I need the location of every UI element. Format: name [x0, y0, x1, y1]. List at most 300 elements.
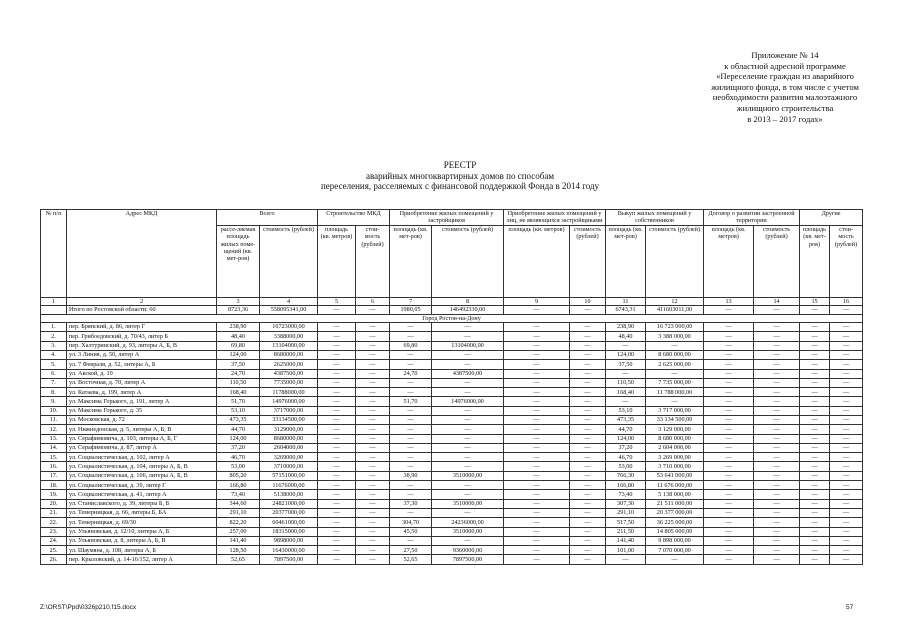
table-row	[41, 360, 863, 369]
value-cell: 11676000,00	[260, 481, 318, 490]
value-cell: —	[754, 425, 800, 434]
value-cell: —	[356, 434, 390, 443]
address-cell: ул. Восточная, д. 70, литер А	[67, 378, 217, 387]
value-cell: —	[504, 406, 570, 415]
column-number: 11	[606, 297, 646, 305]
value-cell: —	[800, 360, 830, 369]
value-cell: —	[754, 434, 800, 443]
value-cell: —	[390, 332, 432, 341]
value-cell: —	[830, 536, 863, 545]
value-cell: —	[432, 453, 504, 462]
value-cell: —	[830, 425, 863, 434]
value-cell: —	[704, 425, 754, 434]
value-cell: —	[830, 378, 863, 387]
value-cell: —	[570, 546, 606, 555]
value-cell: 473,35	[606, 416, 646, 425]
value-cell: —	[318, 453, 356, 462]
value-cell: —	[704, 462, 754, 471]
value-cell: —	[432, 406, 504, 415]
appendix-line: «Переселение граждан из аварийного	[716, 71, 854, 82]
value-cell: —	[432, 378, 504, 387]
value-cell: —	[318, 536, 356, 545]
row-number: 17.	[41, 471, 67, 480]
value-cell: —	[356, 341, 390, 350]
header-num: № п/п	[41, 210, 67, 298]
value-cell: —	[704, 471, 754, 480]
value-cell: 38,90	[390, 471, 432, 480]
column-number: 16	[830, 297, 863, 305]
value-cell: —	[646, 341, 704, 350]
table-row	[41, 518, 863, 527]
value-cell: —	[356, 332, 390, 341]
address-cell: ул. Станиславского, д. 39, литеры Б, Б	[67, 499, 217, 508]
column-number: 2	[67, 297, 217, 305]
value-cell: —	[830, 518, 863, 527]
value-cell: —	[390, 350, 432, 359]
value-cell: —	[356, 350, 390, 359]
header-purchase-nondevelopers: Приобретение жилых помещений у лиц, не являющихся застройщиками	[504, 210, 606, 226]
value-cell: —	[704, 508, 754, 517]
value-cell: 11788000,00	[260, 388, 318, 397]
value-cell: 11 676 000,00	[646, 481, 704, 490]
value-cell: 52,65	[390, 555, 432, 564]
value-cell: —	[318, 434, 356, 443]
address-cell: ул. Социалистическая, д. 104, литеры А, Б, В	[67, 462, 217, 471]
total-row	[41, 306, 863, 314]
total-cell: —	[800, 306, 830, 314]
header-address: Адрес МКД	[67, 210, 217, 298]
value-cell: —	[754, 481, 800, 490]
address-cell: ул. Катаева, д. 199, литер А	[67, 388, 217, 397]
value-cell: —	[432, 416, 504, 425]
value-cell: —	[390, 416, 432, 425]
value-cell: —	[504, 527, 570, 536]
value-cell: —	[504, 471, 570, 480]
city-row: Город Ростов-на-Дону	[41, 314, 863, 322]
value-cell: —	[646, 369, 704, 378]
value-cell: 124,00	[606, 434, 646, 443]
value-cell: 3510000,00	[432, 471, 504, 480]
value-cell: —	[646, 555, 704, 564]
value-cell: 46,70	[606, 453, 646, 462]
row-number: 26.	[41, 555, 67, 564]
value-cell: —	[704, 527, 754, 536]
value-cell: —	[570, 471, 606, 480]
value-cell: —	[704, 397, 754, 406]
total-cell: 6743,31	[606, 306, 646, 314]
value-cell: 52,65	[217, 555, 260, 564]
table-row	[41, 546, 863, 555]
value-cell: —	[432, 443, 504, 452]
value-cell: —	[356, 425, 390, 434]
total-label: Итого по Ростовской области: 60	[67, 306, 217, 314]
column-number: 8	[432, 297, 504, 305]
value-cell: —	[704, 360, 754, 369]
value-cell: —	[754, 490, 800, 499]
value-cell: —	[704, 536, 754, 545]
value-cell: —	[800, 332, 830, 341]
value-cell: —	[356, 443, 390, 452]
value-cell: —	[504, 360, 570, 369]
row-number: 22.	[41, 518, 67, 527]
value-cell: —	[432, 323, 504, 332]
table-row	[41, 332, 863, 341]
value-cell: —	[570, 350, 606, 359]
value-cell: —	[754, 341, 800, 350]
sub-area: площадь (кв. метров)	[318, 225, 356, 297]
address-cell: ул. Московская, д. 72	[67, 416, 217, 425]
value-cell: 46,70	[217, 453, 260, 462]
title-line: РЕЕСТР	[443, 160, 477, 170]
value-cell: —	[830, 350, 863, 359]
value-cell: —	[356, 481, 390, 490]
value-cell: 5138000,00	[260, 490, 318, 499]
value-cell: —	[830, 323, 863, 332]
value-cell: —	[800, 536, 830, 545]
value-cell: 124,00	[217, 434, 260, 443]
value-cell: 36 225 000,00	[646, 518, 704, 527]
value-cell: —	[646, 397, 704, 406]
value-cell: 27,50	[390, 546, 432, 555]
sub-area: площадь (кв. метров)	[504, 225, 570, 297]
value-cell: —	[504, 453, 570, 462]
value-cell: —	[570, 555, 606, 564]
value-cell: 18315000,00	[260, 527, 318, 536]
value-cell: —	[390, 508, 432, 517]
value-cell: 13104000,00	[260, 341, 318, 350]
address-cell: ул. Социалистическая, д. 41, литер А	[67, 490, 217, 499]
value-cell: —	[800, 323, 830, 332]
value-cell: —	[504, 369, 570, 378]
table-row	[41, 416, 863, 425]
column-number: 9	[504, 297, 570, 305]
table-row	[41, 481, 863, 490]
value-cell: —	[704, 481, 754, 490]
table-row	[41, 397, 863, 406]
value-cell: 69,80	[390, 341, 432, 350]
value-cell: —	[704, 490, 754, 499]
value-cell: —	[504, 536, 570, 545]
value-cell: —	[800, 378, 830, 387]
value-cell: —	[390, 462, 432, 471]
value-cell: —	[830, 453, 863, 462]
value-cell: —	[800, 555, 830, 564]
value-cell: —	[754, 462, 800, 471]
value-cell: —	[318, 388, 356, 397]
value-cell: —	[704, 388, 754, 397]
table-row	[41, 490, 863, 499]
value-cell: —	[504, 350, 570, 359]
value-cell: —	[390, 490, 432, 499]
header-other: Другие	[800, 210, 863, 226]
sub-area: площадь (кв. метров)	[704, 225, 754, 297]
table-row	[41, 527, 863, 536]
value-cell: 3 269 000,00	[646, 453, 704, 462]
value-cell: —	[754, 369, 800, 378]
value-cell: —	[356, 490, 390, 499]
appendix-line: к областной адресной программе	[724, 60, 846, 71]
value-cell: —	[704, 350, 754, 359]
column-number: 5	[318, 297, 356, 305]
address-cell: пер. Крыловский, д. 14-16/152, литер А	[67, 555, 217, 564]
total-cell: 558095341,00	[260, 306, 318, 314]
value-cell: —	[318, 499, 356, 508]
value-cell: —	[504, 462, 570, 471]
value-cell: —	[830, 508, 863, 517]
value-cell: 51,70	[390, 397, 432, 406]
value-cell: —	[390, 434, 432, 443]
value-cell: —	[830, 443, 863, 452]
value-cell: 141,40	[606, 536, 646, 545]
row-number: 14.	[41, 443, 67, 452]
registry-table	[40, 209, 863, 565]
value-cell: —	[830, 481, 863, 490]
value-cell: —	[356, 536, 390, 545]
value-cell: 3129000,00	[260, 425, 318, 434]
value-cell: —	[800, 462, 830, 471]
total-cell: —	[356, 306, 390, 314]
value-cell: —	[318, 350, 356, 359]
address-cell: ул. Социалистическая, д. 39, литер Г	[67, 481, 217, 490]
sub-area: площадь (кв. мет-ров)	[390, 225, 432, 297]
value-cell: —	[704, 378, 754, 387]
value-cell: —	[356, 378, 390, 387]
total-cell: —	[570, 306, 606, 314]
value-cell: 24236000,00	[432, 518, 504, 527]
value-cell: 7897500,00	[260, 555, 318, 564]
value-cell: —	[754, 350, 800, 359]
address-cell: ул. Социалистическая, д. 106, литеры А, Б, В	[67, 471, 217, 480]
address-cell: ул. Серафимовича, д. 103, литеры А, Б, Г	[67, 434, 217, 443]
value-cell: 168,40	[606, 388, 646, 397]
appendix-line: необходимости развития малоэтажного	[712, 92, 858, 103]
value-cell: 141,40	[217, 536, 260, 545]
column-number: 7	[390, 297, 432, 305]
column-number: 6	[356, 297, 390, 305]
value-cell: —	[570, 378, 606, 387]
row-number: 23.	[41, 527, 67, 536]
value-cell: 3717000,00	[260, 406, 318, 415]
address-cell: ул. Темерницкая, д. 66, литеры Б, БА	[67, 508, 217, 517]
value-cell: —	[754, 443, 800, 452]
value-cell: —	[800, 546, 830, 555]
value-cell: —	[356, 518, 390, 527]
value-cell: —	[318, 397, 356, 406]
value-cell: —	[570, 481, 606, 490]
value-cell: —	[830, 369, 863, 378]
table-row	[41, 462, 863, 471]
value-cell: —	[800, 369, 830, 378]
address-cell: ул. Максима Горького, д. 191, литер А	[67, 397, 217, 406]
value-cell: 8 680 000,00	[646, 350, 704, 359]
value-cell: 9898000,00	[260, 536, 318, 545]
value-cell: —	[318, 378, 356, 387]
value-cell: 238,90	[217, 323, 260, 332]
value-cell: —	[356, 499, 390, 508]
value-cell: —	[356, 453, 390, 462]
value-cell: —	[356, 416, 390, 425]
address-cell: ул. 3 Линия, д. 50, литер А	[67, 350, 217, 359]
value-cell: 304,70	[390, 518, 432, 527]
value-cell: —	[570, 425, 606, 434]
address-cell: ул. 7 Февраля, д. 52, литеры А, Б	[67, 360, 217, 369]
value-cell: —	[390, 388, 432, 397]
table-row	[41, 536, 863, 545]
value-cell: —	[570, 443, 606, 452]
total-cell: 1980,05	[390, 306, 432, 314]
value-cell: —	[800, 471, 830, 480]
value-cell: 8 680 000,00	[646, 434, 704, 443]
value-cell: —	[318, 481, 356, 490]
row-number: 16.	[41, 462, 67, 471]
value-cell: —	[570, 536, 606, 545]
value-cell: 16723000,00	[260, 323, 318, 332]
row-number: 9.	[41, 397, 67, 406]
value-cell: 2604000,00	[260, 443, 318, 452]
value-cell: —	[800, 425, 830, 434]
row-number: 8.	[41, 388, 67, 397]
column-number: 12	[646, 297, 704, 305]
value-cell: 7735000,00	[260, 378, 318, 387]
value-cell: —	[570, 397, 606, 406]
value-cell: —	[830, 546, 863, 555]
value-cell: —	[800, 416, 830, 425]
sub-area: площадь (кв. мет-ров)	[606, 225, 646, 297]
column-number: 10	[570, 297, 606, 305]
value-cell: —	[318, 416, 356, 425]
value-cell: —	[800, 490, 830, 499]
value-cell: —	[754, 323, 800, 332]
value-cell: —	[830, 397, 863, 406]
value-cell: 166,80	[217, 481, 260, 490]
value-cell: 20377000,00	[260, 508, 318, 517]
value-cell: —	[830, 434, 863, 443]
value-cell: 3710000,00	[260, 462, 318, 471]
value-cell: 37,50	[217, 360, 260, 369]
value-cell: 473,35	[217, 416, 260, 425]
value-cell: 124,00	[217, 350, 260, 359]
value-cell: —	[830, 388, 863, 397]
row-number: 7.	[41, 378, 67, 387]
value-cell: —	[318, 425, 356, 434]
value-cell: —	[504, 490, 570, 499]
column-number: 15	[800, 297, 830, 305]
value-cell: —	[754, 555, 800, 564]
value-cell: —	[704, 443, 754, 452]
appendix-line: жилищного фонда, в том числе с учетом	[711, 81, 859, 92]
value-cell: 3 388 000,00	[646, 332, 704, 341]
value-cell: —	[432, 360, 504, 369]
value-cell: 45,50	[390, 527, 432, 536]
value-cell: —	[318, 527, 356, 536]
table-row	[41, 555, 863, 564]
value-cell: 11 788 000,00	[646, 388, 704, 397]
value-cell: —	[704, 434, 754, 443]
value-cell: —	[800, 527, 830, 536]
value-cell: —	[800, 406, 830, 415]
table-row	[41, 406, 863, 415]
value-cell: —	[504, 499, 570, 508]
value-cell: 168,40	[217, 388, 260, 397]
value-cell: 37,20	[217, 443, 260, 452]
value-cell: 101,00	[606, 546, 646, 555]
address-cell: ул. Акской, д. 10	[67, 369, 217, 378]
total-cell: —	[754, 306, 800, 314]
value-cell: —	[754, 508, 800, 517]
value-cell: —	[570, 527, 606, 536]
value-cell: —	[754, 499, 800, 508]
row-number: 15.	[41, 453, 67, 462]
value-cell: —	[704, 416, 754, 425]
page-number: 57	[846, 604, 854, 611]
value-cell: —	[390, 425, 432, 434]
value-cell: 60461000,00	[260, 518, 318, 527]
address-cell: ул. Шаумяна, д. 108, литеры А, Б	[67, 546, 217, 555]
value-cell: —	[570, 499, 606, 508]
value-cell: 13104000,00	[432, 341, 504, 350]
value-cell: 110,50	[606, 378, 646, 387]
value-cell: —	[356, 471, 390, 480]
title-line: переселения, расселяемых с финансовой поддержкой Фонда в 2014 году	[320, 181, 600, 192]
value-cell: —	[754, 388, 800, 397]
value-cell: —	[390, 406, 432, 415]
sub-cost: стои-мость (рублей)	[830, 225, 863, 297]
table-row	[41, 425, 863, 434]
row-number: 2.	[41, 332, 67, 341]
value-cell: —	[390, 443, 432, 452]
value-cell: 3 717 000,00	[646, 406, 704, 415]
value-cell: —	[504, 518, 570, 527]
address-cell: ул. Ульяновская, д. 8, литеры А, Б, В	[67, 536, 217, 545]
address-cell: пер. Брянский, д. 86, литер Г	[67, 323, 217, 332]
value-cell: 51,70	[217, 397, 260, 406]
value-cell: —	[432, 388, 504, 397]
header-purchase-developers: Приобретение жилых помещений у застройщиков	[390, 210, 504, 226]
value-cell: 14 805 000,00	[646, 527, 704, 536]
value-cell: —	[356, 527, 390, 536]
value-cell: 128,50	[217, 546, 260, 555]
row-number: 11.	[41, 416, 67, 425]
value-cell: 3 710 000,00	[646, 462, 704, 471]
value-cell: 53,00	[606, 462, 646, 471]
header-buyout: Выкуп жилых помещений у собственников	[606, 210, 704, 226]
row-number: 10.	[41, 406, 67, 415]
value-cell: —	[570, 490, 606, 499]
value-cell: —	[318, 323, 356, 332]
row-number: 21.	[41, 508, 67, 517]
table-row	[41, 443, 863, 452]
value-cell: —	[800, 499, 830, 508]
value-cell: 33134500,00	[260, 416, 318, 425]
value-cell: 37,20	[606, 443, 646, 452]
value-cell: —	[800, 453, 830, 462]
column-number: 14	[754, 297, 800, 305]
row-number: 4.	[41, 350, 67, 359]
value-cell: —	[830, 490, 863, 499]
address-cell: ул. Темерницкая, д. 69/30	[67, 518, 217, 527]
value-cell: —	[830, 406, 863, 415]
value-cell: —	[432, 462, 504, 471]
value-cell: —	[800, 518, 830, 527]
value-cell: —	[504, 481, 570, 490]
value-cell: —	[800, 443, 830, 452]
value-cell: 57151000,00	[260, 471, 318, 480]
value-cell: 3269000,00	[260, 453, 318, 462]
address-cell: ул. Нижнедонская, д. 5, литеры А, Б, В	[67, 425, 217, 434]
value-cell: —	[504, 416, 570, 425]
title-line: аварийных многоквартирных домов по способам	[365, 170, 555, 181]
value-cell: 14976000,00	[432, 397, 504, 406]
